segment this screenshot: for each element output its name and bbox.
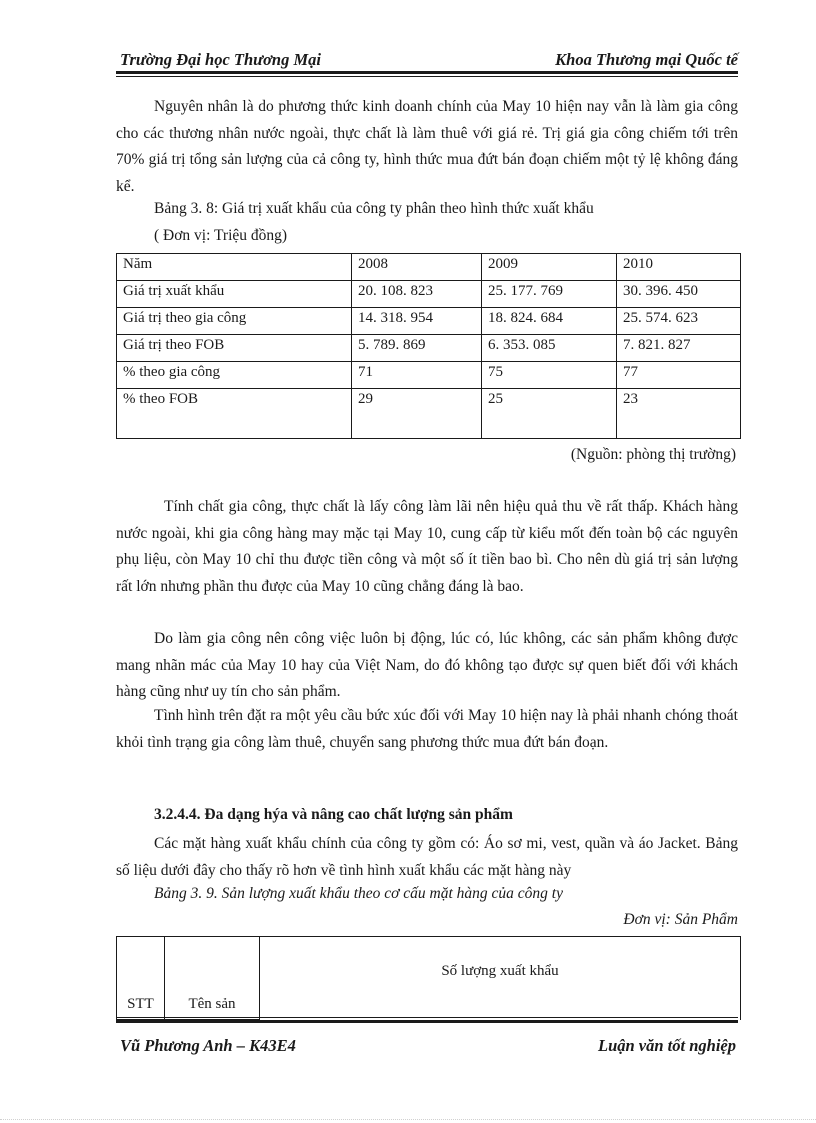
header-cell-year: Năm bbox=[117, 254, 352, 281]
table-cell: 20. 108. 823 bbox=[352, 281, 482, 308]
paragraph-5: Các mặt hàng xuất khẩu chính của công ty gồm có: Áo sơ mi, vest, quần và áo Jacket. Bảng số liệu dưới đây cho thấy rõ hơn về tình hình xuất khẩu các mặt hàng này bbox=[116, 835, 738, 879]
row-label: % theo gia công bbox=[117, 362, 352, 389]
export-value-table bbox=[116, 253, 741, 439]
table-cell: 14. 318. 954 bbox=[352, 308, 482, 335]
page-edge-divider bbox=[0, 1119, 816, 1120]
table2-unit: Đơn vị: Sản Phẩm bbox=[623, 911, 738, 928]
paragraph-3: Do làm gia công nên công việc luôn bị động, lúc có, lúc không, các sản phẩm không được mang nhãn mác của May 10 hay của Việt Nam, do đó không tạo được sự quen biết đối với khách hàng cũng như uy tín cho sản phẩm. bbox=[116, 630, 738, 701]
footer-thesis-label: Luận văn tốt nghiệp bbox=[598, 1036, 736, 1055]
table-cell: 29 bbox=[352, 389, 482, 439]
header-cell-product-name: Tên sản bbox=[165, 937, 260, 1020]
row-label: Giá trị theo gia công bbox=[117, 308, 352, 335]
header-cell-2009: 2009 bbox=[482, 254, 617, 281]
table-row bbox=[117, 335, 741, 362]
table-cell: 30. 396. 450 bbox=[617, 281, 741, 308]
table2-caption: Bảng 3. 9. Sản lượng xuất khẩu theo cơ cấu mặt hàng của công ty bbox=[154, 885, 563, 902]
header-school: Trường Đại học Thương Mại bbox=[120, 50, 321, 69]
table-row bbox=[117, 281, 741, 308]
table-cell: 7. 821. 827 bbox=[617, 335, 741, 362]
table-cell: 6. 353. 085 bbox=[482, 335, 617, 362]
footer-rule bbox=[116, 1020, 738, 1023]
table-cell: 23 bbox=[617, 389, 741, 439]
header-cell-stt: STT bbox=[117, 937, 165, 1020]
header-rule bbox=[116, 71, 738, 74]
section-heading: 3.2.4.4. Đa dạng hýa và nâng cao chất lượng sản phẩm bbox=[154, 806, 513, 823]
table-row bbox=[117, 389, 741, 439]
header-rule-thin bbox=[116, 76, 738, 77]
table-cell: 25. 177. 769 bbox=[482, 281, 617, 308]
table-header-row bbox=[117, 254, 741, 281]
table-row bbox=[117, 362, 741, 389]
paragraph-1: Nguyên nhân là do phương thức kinh doanh chính của May 10 hiện nay vẫn là làm gia công cho các thương nhân nước ngoài, thực chất là làm thuê với giá rẻ. Trị giá gia công chiếm tới trên 70% giá trị tổng sản lượng của cả công ty, hình thức mua đứt bán đoạn chiếm một tỷ lệ không đáng kể. bbox=[116, 98, 738, 195]
header-faculty: Khoa Thương mại Quốc tế bbox=[555, 50, 738, 69]
table-header-row bbox=[117, 937, 741, 1020]
paragraph-4: Tình hình trên đặt ra một yêu cầu bức xúc đối với May 10 hiện nay là phải nhanh chóng thoát khỏi tình trạng gia công làm thuê, chuyển sang phương thức mua đứt bán đoạn. bbox=[116, 707, 738, 751]
table-cell: 25 bbox=[482, 389, 617, 439]
table-cell: 75 bbox=[482, 362, 617, 389]
header-cell-2008: 2008 bbox=[352, 254, 482, 281]
footer-rule-thin bbox=[116, 1017, 738, 1018]
header-cell-quantity: Số lượng xuất khẩu bbox=[260, 937, 741, 1020]
table1-caption: Bảng 3. 8: Giá trị xuất khẩu của công ty phân theo hình thức xuất khẩu bbox=[154, 200, 594, 217]
row-label: Giá trị xuất khẩu bbox=[117, 281, 352, 308]
paragraph-2: Tính chất gia công, thực chất là lấy công làm lãi nên hiệu quả thu về rất thấp. Khách hàng nước ngoài, khi gia công hàng may mặc tại May 10, cung cấp từ kiểu mốt đến toàn bộ các nguyên phụ liệu, còn May 10 chỉ thu được tiền công và một số ít tiền bao bì. Cho nên dù giá trị sản lượng rất lớn nhưng phần thu được của May 10 cũng chẳng đáng là bao. bbox=[116, 498, 738, 595]
table-cell: 71 bbox=[352, 362, 482, 389]
table-row bbox=[117, 308, 741, 335]
table-cell: 25. 574. 623 bbox=[617, 308, 741, 335]
row-label: % theo FOB bbox=[117, 389, 352, 439]
table-cell: 18. 824. 684 bbox=[482, 308, 617, 335]
table-cell: 77 bbox=[617, 362, 741, 389]
table1-unit: ( Đơn vị: Triệu đồng) bbox=[154, 227, 288, 244]
row-label: Giá trị theo FOB bbox=[117, 335, 352, 362]
table-cell: 5. 789. 869 bbox=[352, 335, 482, 362]
footer-author: Vũ Phương Anh – K43E4 bbox=[120, 1036, 296, 1055]
table1-source: (Nguồn: phòng thị trường) bbox=[570, 446, 736, 463]
product-export-table bbox=[116, 936, 741, 1020]
header-cell-2010: 2010 bbox=[617, 254, 741, 281]
